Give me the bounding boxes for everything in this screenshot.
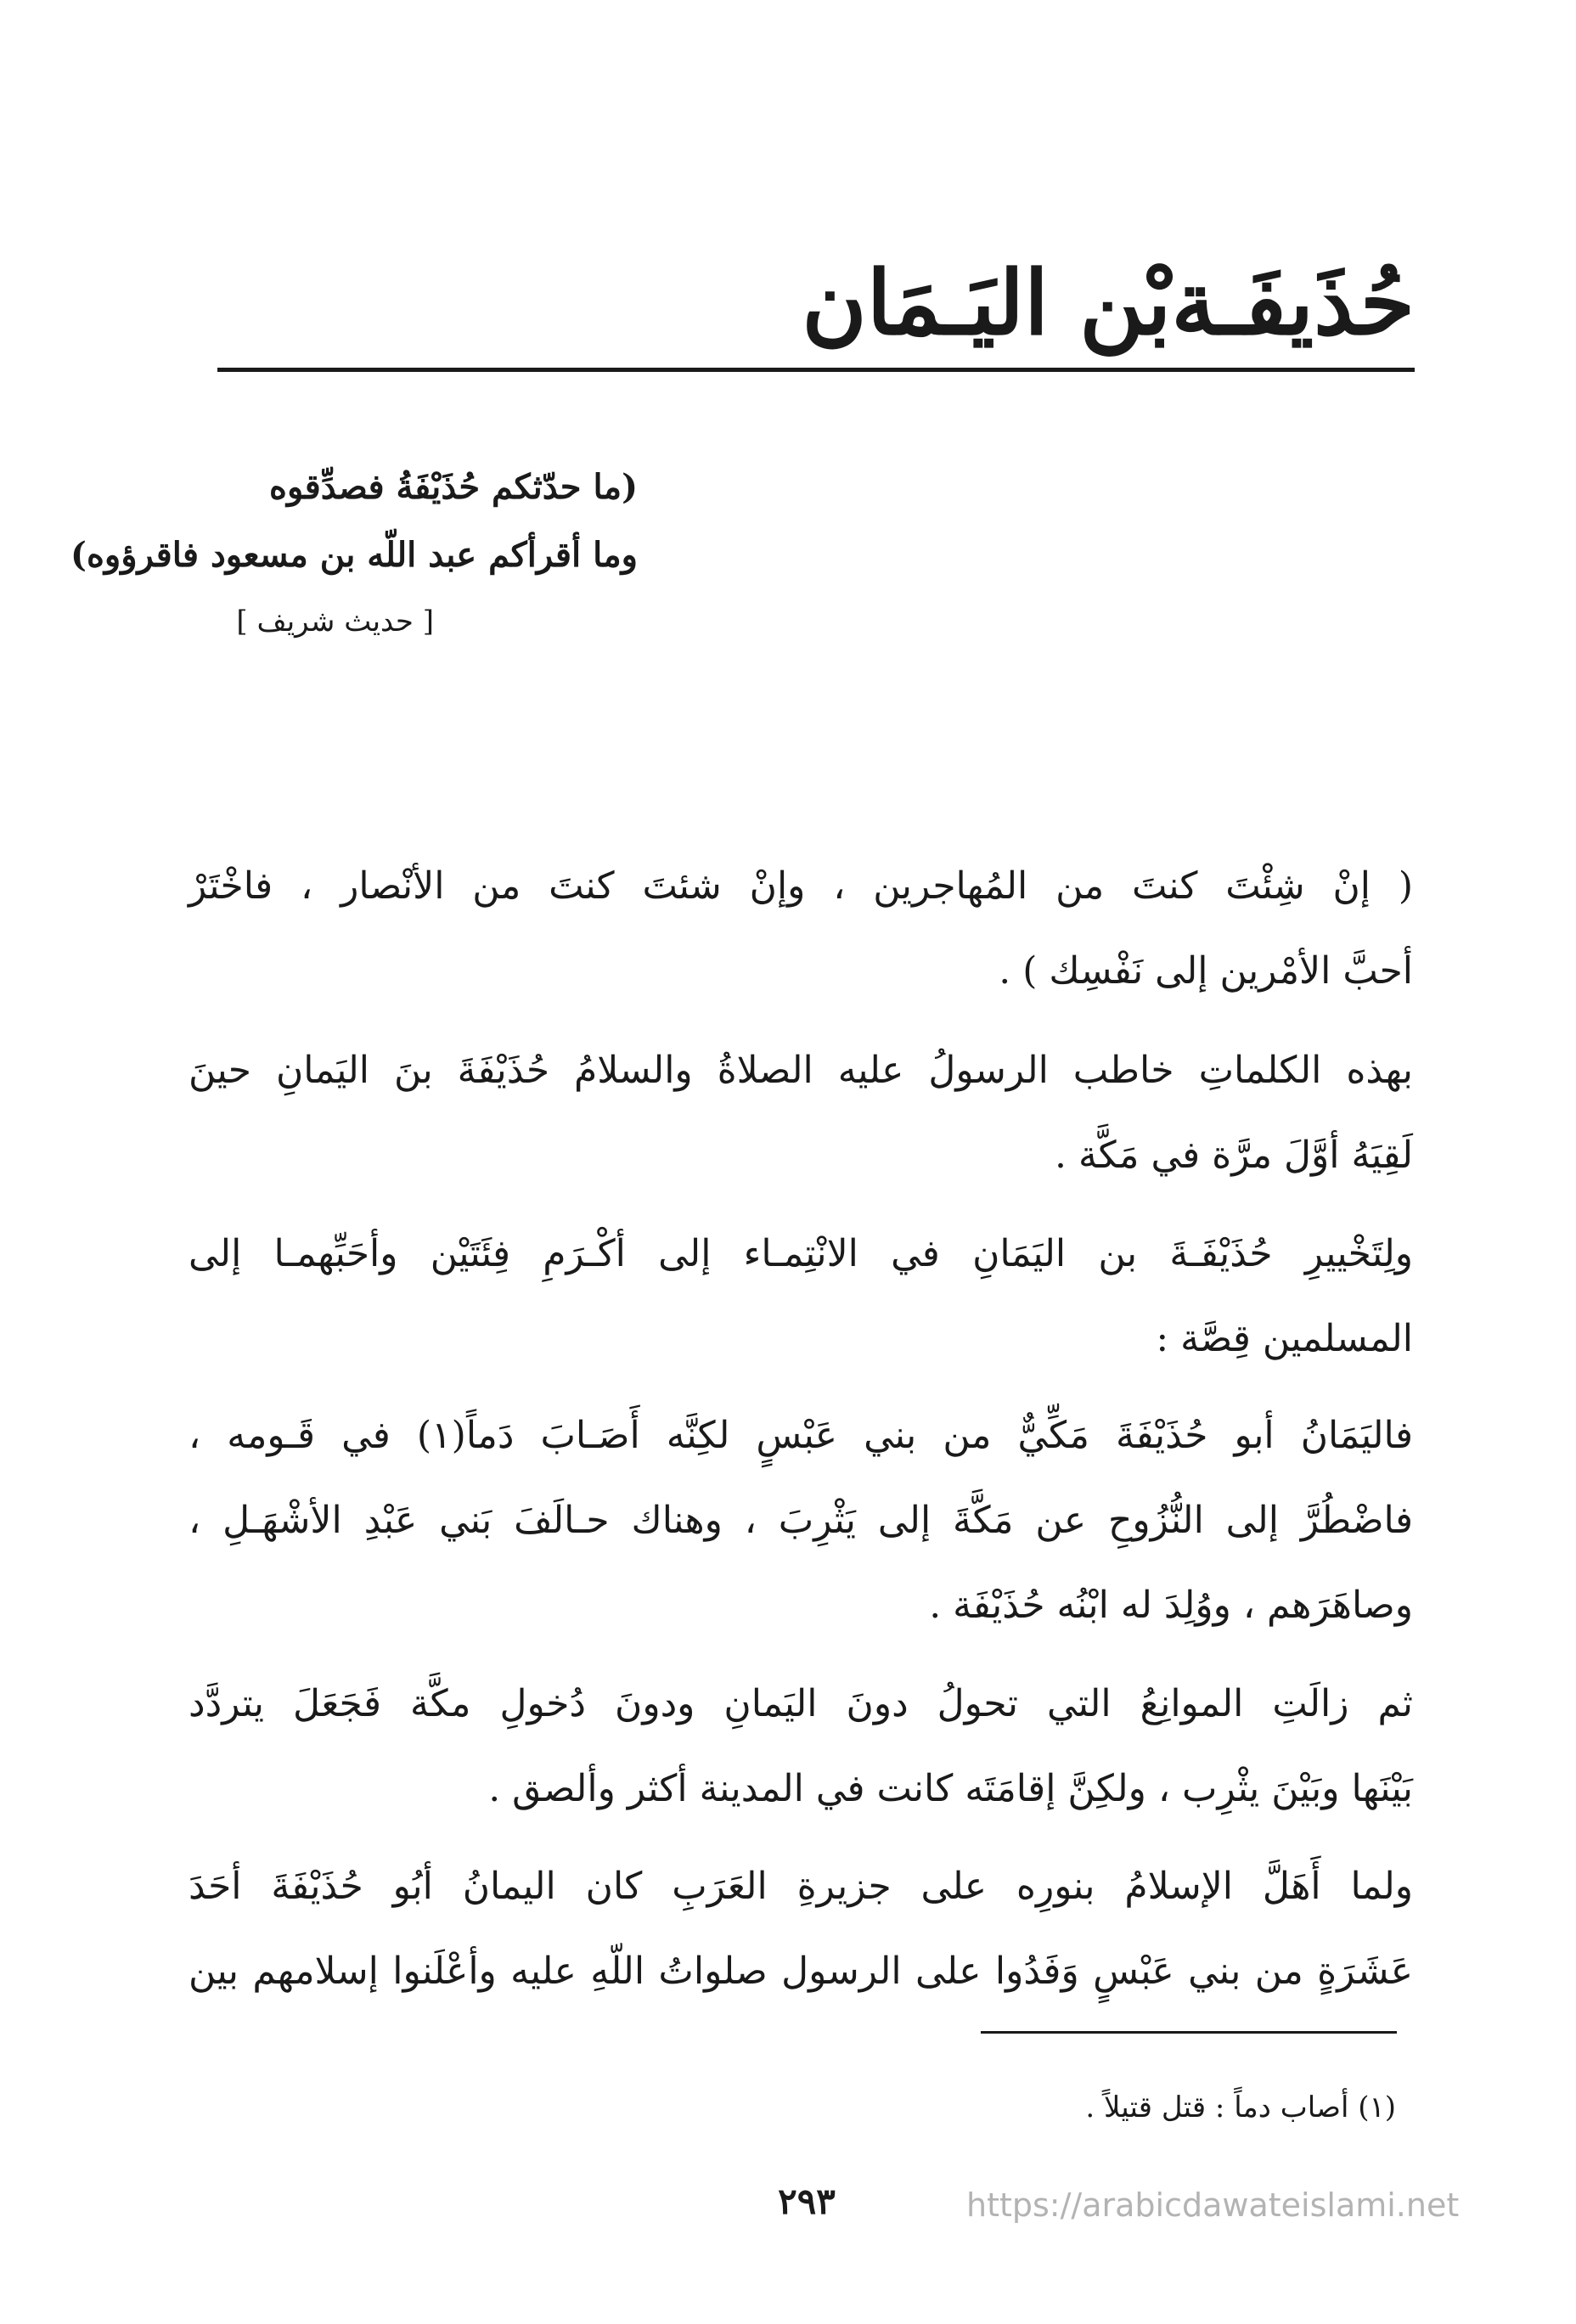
body-line: فاضْطُرَّ إلى النُّزُوحِ عن مَكَّةَ إلى يَثْرِبَ ، وهناك حـالَفَ بَني عَبْدِ الأشْهَـلِ ، xyxy=(189,1499,1413,1542)
footnote-divider xyxy=(981,2031,1397,2034)
body-line: لَقِيَهُ أوَّلَ مرَّة في مَكَّة . xyxy=(1055,1134,1413,1177)
chapter-title: حُذَيفَـةبْن اليَـمَان xyxy=(802,250,1415,355)
body-line: المسلمين قِصَّة : xyxy=(1156,1317,1413,1360)
title-divider xyxy=(217,368,1415,372)
watermark-url: https://arabicdawateislami.net xyxy=(966,2186,1460,2224)
body-line: ( إنْ شِئْتَ كنتَ من المُهاجرين ، وإنْ شئتَ كنتَ من الأنْصار ، فاخْتَرْ xyxy=(189,864,1413,908)
body-line: عَشَرَةٍ من بني عَبْسٍ وَفَدُوا على الرسول صلواتُ اللّهِ عليه وأعْلَنوا إسلامهم بين xyxy=(189,1950,1413,1993)
body-line: ولِتَخْييرِ حُذَيْفَـةَ بن اليَمَانِ في الانْتِمـاء إلى أكْـرَمِ فِئَتَيْن وأحَبِّهمـا إلى xyxy=(189,1232,1413,1275)
footnote: (١) أصاب دماً : قتل قتيلاً . xyxy=(1085,2090,1396,2124)
body-line: بهذه الكلماتِ خاطب الرسولُ عليه الصلاةُ والسلامُ حُذَيْفَةَ بنَ اليَمانِ حينَ xyxy=(189,1049,1413,1092)
epigraph-source: [ حديث شريف ] xyxy=(236,605,434,639)
body-line: ثم زالَتِ الموانِعُ التي تحولُ دونَ اليَمانِ ودونَ دُخولِ مكَّة فَجَعَلَ يتردَّد xyxy=(189,1682,1413,1725)
body-line: ولما أَهَلَّ الإسلامُ بنورِه على جزيرةِ العَرَبِ كان اليمانُ أبُو حُذَيْفَةَ أحَدَ xyxy=(189,1865,1413,1908)
body-line: بَيْنَها وبَيْنَ يثْرِب ، ولكِنَّ إقامَتَه كانت في المدينة أكثر وألصق . xyxy=(488,1767,1413,1810)
body-line: وصاهَرَهم ، ووُلِدَ له ابْنُه حُذَيْفَة . xyxy=(929,1584,1413,1627)
epigraph-line-2: وما أقرأكم عبد اللّه بن مسعود فاقرؤوه) xyxy=(70,535,638,575)
body-line: فاليَمَانُ أبو حُذَيْفَةَ مَكِّيٌّ من بني عَبْسٍ لكِنَّه أَصَـابَ دَماً(١) في قَـومه ، xyxy=(189,1414,1413,1457)
page-number: ٢٩٣ xyxy=(778,2181,836,2222)
body-line: أحبَّ الأمْرين إلى نَفْسِك ) . xyxy=(999,949,1413,993)
epigraph-line-1: (ما حدّثكم حُذَيْفَةُ فصدِّقوه xyxy=(269,467,638,507)
